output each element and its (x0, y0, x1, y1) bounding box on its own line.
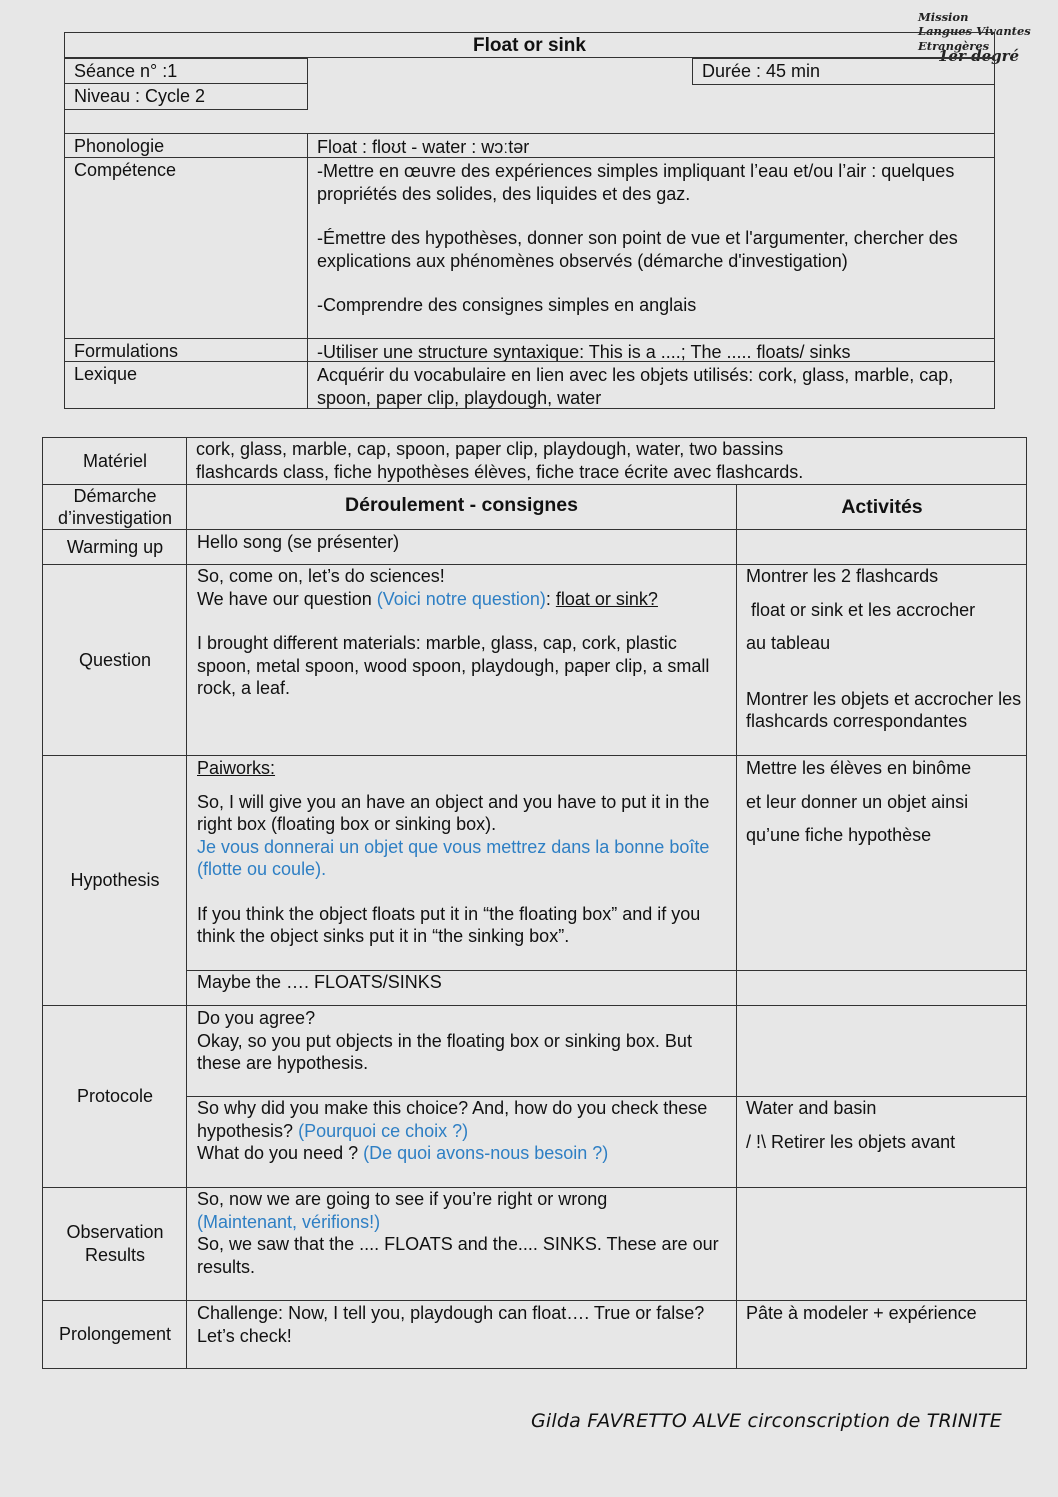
observation-label (43, 1188, 187, 1300)
activity-line: Water and basin (746, 1098, 877, 1118)
logo-line: 1er degré (938, 47, 1020, 66)
protocole-text: So why did you make this choice? And, how do you check these hypothesis? (197, 1098, 708, 1141)
competence-item: -Comprendre des consignes simples en anglais (317, 295, 697, 315)
formulations-row (65, 338, 994, 362)
materiel-line: cork, glass, marble, cap, spoon, paper clip, playdough, water, two bassins (196, 439, 784, 459)
row-value: Acquérir du vocabulaire en lien avec les objets utilisés: cork, glass, marble, cap, spoon, paper clip, playdough, water (317, 365, 954, 408)
demarche-line: d’investigation (57, 507, 173, 528)
activity-line: / !\ Retirer les objets avant (746, 1131, 956, 1152)
hypothesis-maybe: Maybe the …. FLOATS/SINKS (197, 972, 442, 992)
prolongement-label: Prolongement (58, 1324, 172, 1344)
observation-line: Results (84, 1245, 146, 1265)
protocole-questions (197, 1097, 727, 1165)
question-content (197, 565, 727, 700)
duree-cell (692, 58, 994, 85)
protocole-activities (746, 1097, 1026, 1153)
competence-item: -Émettre des hypothèses, donner son point de vue et l'argumenter, chercher des explications aux phénomènes observés (démarche d'investigation) (317, 228, 958, 271)
question-line (197, 588, 727, 611)
hypothesis-label: Hypothesis (70, 870, 160, 890)
row-label: Lexique (74, 364, 138, 384)
author-footer: Gilda FAVRETTO ALVE circonscription de TRINITE (531, 1410, 1002, 1432)
row-value: -Utiliser une structure syntaxique: This is a ....; The ..... floats/ sinks (317, 342, 851, 362)
protocole-text: Do you agree? (197, 1008, 316, 1028)
hypothesis-content (197, 757, 727, 948)
hypothesis-text: So, I will give you an have an object and you have to put it in the right box (floating box or sinking box). (197, 791, 710, 834)
protocole-label: Protocole (76, 1086, 154, 1106)
competence-value (317, 160, 982, 317)
protocole-question (197, 1142, 727, 1165)
question-translation: (Voici notre question) (376, 588, 546, 609)
protocole-question (197, 1097, 727, 1142)
activity-line: au tableau (746, 633, 831, 653)
activity-line: Montrer les objets et accrocher les flashcards correspondantes (746, 688, 1022, 731)
hypothesis-text: If you think the object floats put it in “the floating box” and if you think the object sinks put it in “the sinking box”. (197, 903, 701, 946)
demarche-label (43, 484, 187, 529)
warming-text: Hello song (se présenter) (197, 532, 400, 552)
lesson-title: Float or sink (65, 33, 994, 58)
seance-cell (65, 58, 308, 84)
hypothesis-activities (746, 757, 1026, 847)
seance-text: Séance n° :1 (74, 61, 178, 81)
hypothesis-translation: Je vous donnerai un objet que vous mettrez dans la bonne boîte (flotte ou coule). (197, 836, 710, 879)
demarche-line: Démarche (73, 485, 157, 506)
activity-line: Mettre les élèves en binôme (746, 758, 972, 778)
prolongement-activity: Pâte à modeler + expérience (746, 1303, 977, 1323)
logo-line: Etrangères (918, 38, 990, 53)
logo-line: Mission (918, 10, 969, 24)
row-label: Formulations (74, 341, 179, 361)
activity-line: Montrer les 2 flashcards (746, 566, 939, 586)
phonologie-row (65, 133, 994, 157)
observation-text: So, now we are going to see if you’re right or wrong (197, 1189, 608, 1209)
observation-translation: (Maintenant, vérifions!) (197, 1211, 381, 1232)
lexique-row (65, 361, 994, 408)
protocole-translation: (Pourquoi ce choix ?) (298, 1120, 469, 1141)
question-label: Question (78, 649, 152, 670)
deroulement-header: Déroulement - consignes (345, 494, 578, 516)
question-text: : (545, 588, 556, 609)
question-keyword: float or sink? (555, 588, 658, 609)
competence-item: -Mettre en œuvre des expériences simples impliquant l’eau et/ou l’air : quelques propriétés des solides, des liquides et des gaz. (317, 161, 955, 204)
protocole-text: What do you need ? (197, 1143, 364, 1163)
logo-line: Langues Vivantes (918, 24, 1031, 39)
observation-content (197, 1188, 727, 1278)
question-materials: I brought different materials: marble, glass, cap, cork, plastic spoon, metal spoon, wood spoon, playdough, paper clip, a small rock, a leaf. (197, 633, 710, 698)
materiel-line: flashcards class, fiche hypothèses élèves, fiche trace écrite avec flashcards. (196, 461, 804, 482)
question-activities (746, 565, 1026, 733)
prolongement-text: Challenge: Now, I tell you, playdough can float…. True or false? Let’s check! (197, 1303, 705, 1346)
warming-label: Warming up (66, 536, 164, 557)
materiel-label: Matériel (82, 450, 148, 471)
row-label: Phonologie (74, 136, 165, 156)
hypothesis-title: Paiworks: (197, 758, 276, 778)
activity-line: qu’une fiche hypothèse (746, 825, 932, 845)
protocole-text: Okay, so you put objects in the floating box or sinking box. But these are hypothesis. (197, 1030, 692, 1073)
activites-header: Activités (841, 496, 923, 518)
duree-text: Durée : 45 min (702, 61, 821, 81)
niveau-text: Niveau : Cycle 2 (74, 86, 206, 106)
activity-line: et leur donner un objet ainsi (746, 791, 969, 812)
lesson-steps-table (42, 437, 1027, 1369)
session-info-table (64, 32, 995, 409)
question-line: So, come on, let’s do sciences! (197, 566, 445, 586)
competence-row (65, 157, 994, 315)
materiel-list (196, 438, 1016, 483)
observation-text: So, we saw that the .... FLOATS and the.... SINKS. These are our results. (197, 1234, 719, 1277)
observation-line: Observation (66, 1222, 164, 1242)
row-value: Float : floʊt - water : wɔːtər (317, 137, 530, 157)
niveau-cell (65, 83, 308, 110)
activity-line: float or sink et les accrocher (751, 599, 976, 620)
row-label: Compétence (74, 160, 177, 180)
protocole-content (197, 1007, 727, 1075)
protocole-translation: (De quoi avons-nous besoin ?) (363, 1143, 609, 1163)
question-text: We have our question (197, 588, 377, 609)
